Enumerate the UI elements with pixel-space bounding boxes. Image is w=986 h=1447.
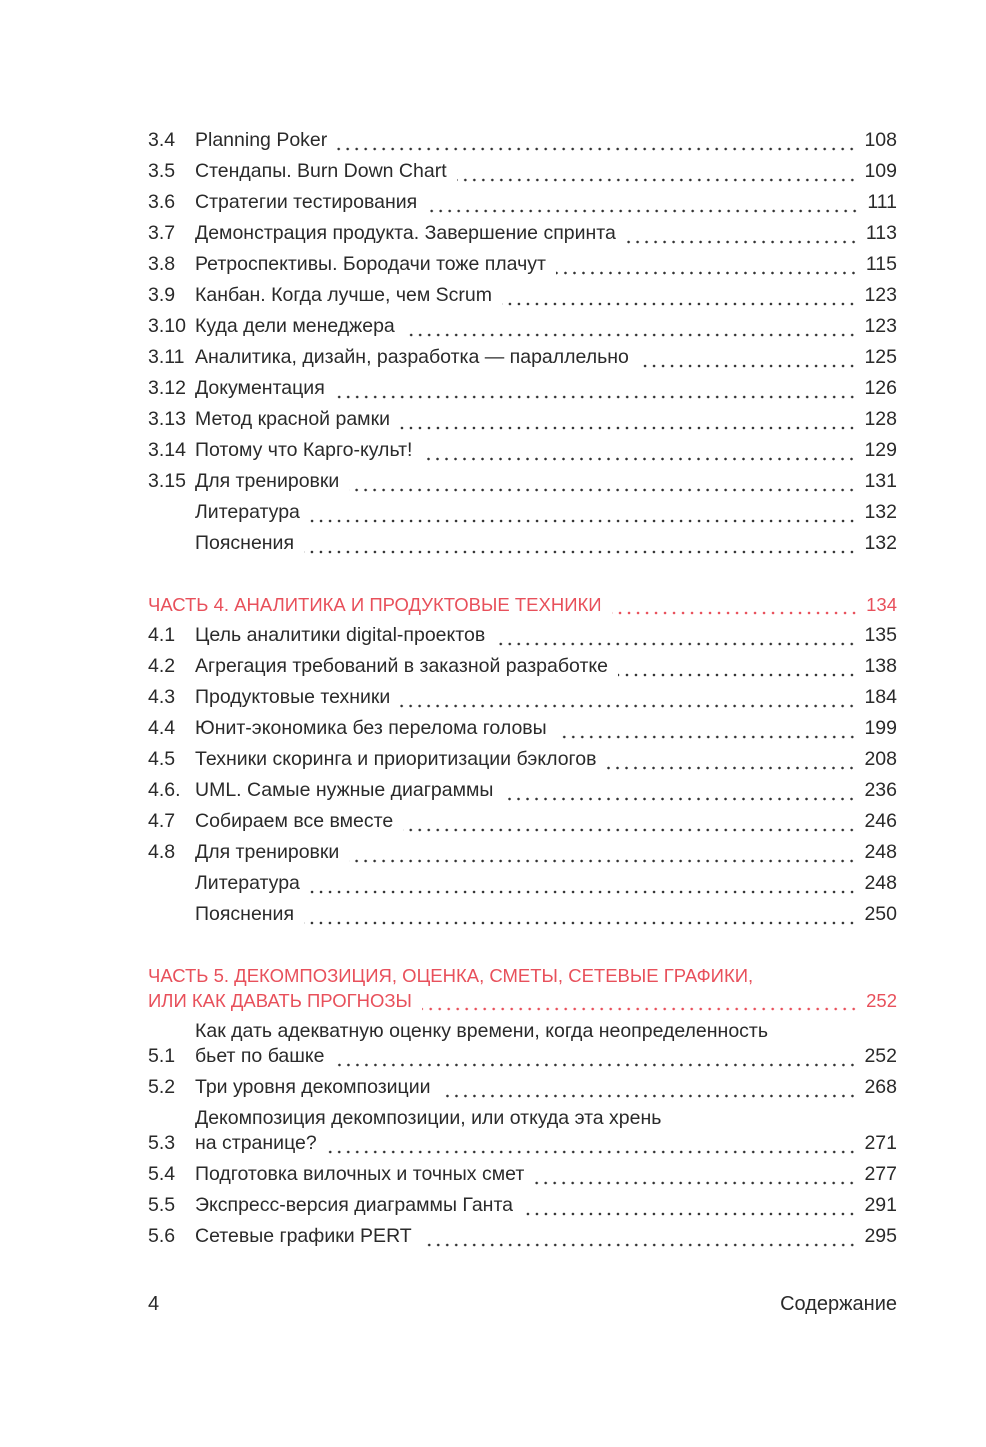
entry-number: 5.5: [148, 1194, 176, 1216]
entry-number: 4.2: [148, 655, 176, 677]
toc-entry[interactable]: [148, 899, 897, 930]
toc-entry[interactable]: [148, 1016, 897, 1072]
entry-body: [195, 283, 897, 308]
entry-line: [148, 963, 897, 988]
entry-title: Потому что Карго-культ!: [195, 439, 413, 461]
toc-entry[interactable]: [148, 1221, 897, 1252]
entry-line: [195, 345, 897, 370]
dot-leader: [304, 531, 856, 556]
entry-number: 3.7: [148, 222, 176, 244]
toc-entry[interactable]: [148, 1103, 897, 1159]
toc-entry[interactable]: [148, 280, 897, 311]
entry-body: [195, 716, 897, 741]
entry-number: 4.5: [148, 748, 176, 770]
entry-title: Куда дели менеджера: [195, 315, 395, 337]
page-number: 4: [148, 1293, 160, 1315]
entry-page: 248: [864, 872, 897, 894]
entry-number: 3.10: [148, 315, 186, 337]
entry-title: Документация: [195, 377, 325, 399]
entry-body: [195, 747, 897, 772]
toc-entry[interactable]: [148, 249, 897, 280]
entry-line: [195, 407, 897, 432]
entry-title: Ретроспективы. Бородачи тоже плачут: [195, 253, 546, 275]
toc-entry[interactable]: [148, 775, 897, 806]
entry-body: [195, 654, 897, 679]
dot-leader: [441, 1075, 857, 1100]
toc-entry[interactable]: [148, 713, 897, 744]
entry-body: [195, 1019, 897, 1069]
entry-title: Экспресс-версия диаграммы Ганта: [195, 1194, 514, 1216]
entry-body: [195, 531, 897, 556]
entry-title: Стендапы. Burn Down Chart: [195, 160, 447, 182]
entry-page: 295: [864, 1225, 897, 1247]
entry-page: 128: [864, 408, 897, 430]
entry-body: [195, 778, 897, 803]
entry-number: 3.13: [148, 408, 186, 430]
entry-page: 184: [864, 686, 897, 708]
entry-body: [195, 252, 897, 277]
toc-entry[interactable]: [148, 497, 897, 528]
toc-entry[interactable]: [148, 466, 897, 497]
toc-entry[interactable]: [148, 404, 897, 435]
entry-number: 4.1: [148, 624, 176, 646]
entry-title: ЧАСТЬ 4. АНАЛИТИКА И ПРОДУКТОВЫЕ ТЕХНИКИ: [148, 594, 602, 615]
dot-leader: [427, 190, 859, 215]
entry-line: [195, 1224, 897, 1249]
toc-entry[interactable]: [148, 1072, 897, 1103]
entry-body: [195, 1193, 897, 1218]
entry-page: 250: [864, 903, 897, 925]
entry-title: Техники скоринга и приоритизации бэклогов: [195, 748, 597, 770]
dot-leader: [523, 1193, 856, 1218]
entry-line: [195, 654, 897, 679]
entry-title: Агрегация требований в заказной разработке: [195, 655, 608, 677]
entry-body: [195, 159, 897, 184]
entry-title: Сетевые графики PERT: [195, 1225, 412, 1247]
dot-leader: [422, 1224, 857, 1249]
entry-line: [195, 531, 897, 556]
entry-body: [195, 314, 897, 339]
entry-title: ЧАСТЬ 5. ДЕКОМПОЗИЦИЯ, ОЦЕНКА, СМЕТЫ, СЕТЕВЫЕ ГРАФИКИ,: [148, 965, 754, 986]
toc-entry[interactable]: [148, 187, 897, 218]
entry-line: [195, 716, 897, 741]
entry-line: [195, 376, 897, 401]
entry-line: [195, 438, 897, 463]
dot-leader: [534, 1162, 856, 1187]
dot-leader: [502, 283, 856, 308]
dot-leader: [422, 988, 858, 1013]
entry-page: 131: [864, 470, 897, 492]
entry-body: [195, 190, 897, 215]
entry-line: [195, 190, 897, 215]
dot-leader: [403, 809, 856, 834]
entry-page: 252: [866, 990, 897, 1011]
entry-title: на странице?: [195, 1132, 317, 1154]
entry-page: 208: [864, 748, 897, 770]
toc-entry[interactable]: [148, 744, 897, 775]
entry-line: [195, 1162, 897, 1187]
entry-page: 132: [864, 532, 897, 554]
entry-number: 3.9: [148, 284, 176, 306]
dot-leader: [639, 345, 857, 370]
entry-title: Для тренировки: [195, 841, 340, 863]
toc-entry[interactable]: [148, 528, 897, 559]
entry-page: 291: [864, 1194, 897, 1216]
dot-leader: [495, 623, 856, 648]
entry-number: 5.4: [148, 1163, 176, 1185]
part-heading[interactable]: [148, 960, 897, 1016]
entry-body: [195, 1106, 897, 1156]
entry-body: [195, 221, 897, 246]
entry-body: [148, 592, 897, 617]
entry-page: 246: [864, 810, 897, 832]
entry-line: [195, 1106, 897, 1131]
dot-leader: [400, 407, 856, 432]
entry-page: 138: [864, 655, 897, 677]
toc-entry[interactable]: [148, 1159, 897, 1190]
entry-line: [148, 592, 897, 617]
dot-leader: [606, 747, 856, 772]
entry-line: [195, 778, 897, 803]
entry-line: [195, 747, 897, 772]
entry-body: [195, 128, 897, 153]
toc-entry[interactable]: [148, 125, 897, 156]
toc-entry[interactable]: [148, 435, 897, 466]
entry-page: 109: [864, 160, 897, 182]
entry-title: Канбан. Когда лучше, чем Scrum: [195, 284, 493, 306]
part-heading[interactable]: [148, 589, 897, 620]
entry-title: Как дать адекватную оценку времени, когда неопределенность: [195, 1020, 769, 1042]
dot-leader: [337, 128, 856, 153]
entry-number: 3.8: [148, 253, 176, 275]
entry-page: 199: [864, 717, 897, 739]
entry-title: Для тренировки: [195, 470, 340, 492]
entry-number: 5.2: [148, 1076, 176, 1098]
entry-title: Planning Poker: [195, 129, 328, 151]
entry-title: Три уровня декомпозиции: [195, 1076, 431, 1098]
entry-body: [195, 902, 897, 927]
entry-line: [195, 1193, 897, 1218]
entry-title: Стратегии тестирования: [195, 191, 418, 213]
entry-body: [195, 1162, 897, 1187]
dot-leader: [405, 314, 857, 339]
entry-title: Метод красной рамки: [195, 408, 390, 430]
dot-leader: [422, 438, 856, 463]
entry-number: 4.4: [148, 717, 176, 739]
entry-page: 123: [864, 315, 897, 337]
entry-page: 123: [864, 284, 897, 306]
entry-page: 125: [864, 346, 897, 368]
entry-page: 129: [864, 439, 897, 461]
entry-number: 3.11: [148, 346, 185, 368]
dot-leader: [310, 500, 857, 525]
toc-entry[interactable]: [148, 806, 897, 837]
entry-body: [195, 1224, 897, 1249]
entry-number: 3.4: [148, 129, 176, 151]
entry-number: 5.6: [148, 1225, 176, 1247]
entry-page: 277: [864, 1163, 897, 1185]
entry-title: Собираем все вместе: [195, 810, 394, 832]
entry-line: [195, 902, 897, 927]
entry-body: [195, 623, 897, 648]
toc-entry[interactable]: [148, 342, 897, 373]
table-of-contents: [148, 125, 897, 1252]
running-title: Содержание: [780, 1293, 897, 1315]
dot-leader: [503, 778, 856, 803]
entry-title: UML. Самые нужные диаграммы: [195, 779, 494, 801]
entry-line: [195, 128, 897, 153]
toc-entry[interactable]: [148, 156, 897, 187]
entry-body: [195, 438, 897, 463]
entry-line: [195, 314, 897, 339]
entry-number: 4.3: [148, 686, 176, 708]
entry-body: [195, 376, 897, 401]
entry-page: 126: [864, 377, 897, 399]
toc-entry[interactable]: [148, 651, 897, 682]
entry-page: 132: [864, 501, 897, 523]
dot-leader: [349, 469, 856, 494]
entry-page: 252: [864, 1045, 897, 1067]
entry-line: [195, 252, 897, 277]
toc-entry[interactable]: [148, 682, 897, 713]
entry-page: 268: [864, 1076, 897, 1098]
entry-page: 115: [865, 253, 897, 275]
entry-number: 4.8: [148, 841, 176, 863]
entry-number: 3.14: [148, 439, 186, 461]
dot-leader: [304, 902, 856, 927]
entry-number: 5.1: [148, 1045, 176, 1067]
entry-line: [195, 871, 897, 896]
toc-entry[interactable]: [148, 1190, 897, 1221]
entry-number: 3.12: [148, 377, 186, 399]
entry-title: Юнит-экономика без перелома головы: [195, 717, 547, 739]
entry-title: Пояснения: [195, 903, 295, 925]
entry-body: [195, 469, 897, 494]
entry-line: [195, 221, 897, 246]
entry-page: 236: [864, 779, 897, 801]
entry-body: [195, 407, 897, 432]
entry-line: [195, 1019, 897, 1044]
entry-body: [195, 1075, 897, 1100]
dot-leader: [400, 685, 856, 710]
dot-leader: [557, 716, 857, 741]
entry-title: Демонстрация продукта. Завершение спринта: [195, 222, 616, 244]
entry-number: 4.7: [148, 810, 176, 832]
entry-page: 271: [864, 1132, 897, 1154]
entry-number: 4.6.: [148, 779, 181, 801]
entry-title: Продуктовые техники: [195, 686, 391, 708]
entry-title: Декомпозиция декомпозиции, или откуда эта хрень: [195, 1107, 662, 1129]
entry-title: Аналитика, дизайн, разработка — параллельно: [195, 346, 629, 368]
dot-leader: [556, 252, 858, 277]
entry-line: [195, 623, 897, 648]
entry-body: [195, 685, 897, 710]
dot-leader: [626, 221, 858, 246]
entry-page: 111: [867, 191, 897, 213]
toc-entry[interactable]: [148, 837, 897, 868]
dot-leader: [335, 376, 857, 401]
entry-number: 3.6: [148, 191, 176, 213]
entry-body: [195, 345, 897, 370]
toc-entry[interactable]: [148, 620, 897, 651]
entry-title: Подготовка вилочных и точных смет: [195, 1163, 525, 1185]
toc-entry[interactable]: [148, 311, 897, 342]
entry-title: ИЛИ КАК ДАВАТЬ ПРОГНОЗЫ: [148, 990, 412, 1011]
toc-entry[interactable]: [148, 218, 897, 249]
dot-leader: [327, 1131, 857, 1156]
entry-number: 3.15: [148, 470, 186, 492]
entry-page: 108: [864, 129, 897, 151]
entry-body: [195, 809, 897, 834]
dot-leader: [618, 654, 856, 679]
entry-body: [195, 871, 897, 896]
dot-leader: [457, 159, 857, 184]
entry-title: Цель аналитики digital-проектов: [195, 624, 486, 646]
entry-number: 5.3: [148, 1132, 176, 1154]
dot-leader: [335, 1044, 857, 1069]
entry-body: [195, 500, 897, 525]
entry-number: 3.5: [148, 160, 176, 182]
page-footer: [148, 1293, 897, 1316]
entry-line: [195, 500, 897, 525]
entry-line: [195, 159, 897, 184]
dot-leader: [349, 840, 856, 865]
entry-line: [148, 988, 897, 1013]
entry-page: 248: [864, 841, 897, 863]
entry-title: Литература: [195, 501, 300, 523]
entry-body: [195, 840, 897, 865]
entry-line: [195, 1131, 897, 1156]
entry-line: [195, 469, 897, 494]
entry-page: 113: [865, 222, 897, 244]
entry-title: Пояснения: [195, 532, 295, 554]
entry-title: Литература: [195, 872, 300, 894]
toc-entry[interactable]: [148, 373, 897, 404]
entry-line: [195, 840, 897, 865]
entry-line: [195, 809, 897, 834]
entry-page: 134: [866, 594, 897, 615]
dot-leader: [310, 871, 857, 896]
entry-line: [195, 685, 897, 710]
entry-page: 135: [864, 624, 897, 646]
entry-line: [195, 1044, 897, 1069]
entry-body: [148, 963, 897, 1013]
toc-entry[interactable]: [148, 868, 897, 899]
entry-title: бьет по башке: [195, 1045, 325, 1067]
entry-line: [195, 1075, 897, 1100]
dot-leader: [612, 592, 859, 617]
entry-line: [195, 283, 897, 308]
